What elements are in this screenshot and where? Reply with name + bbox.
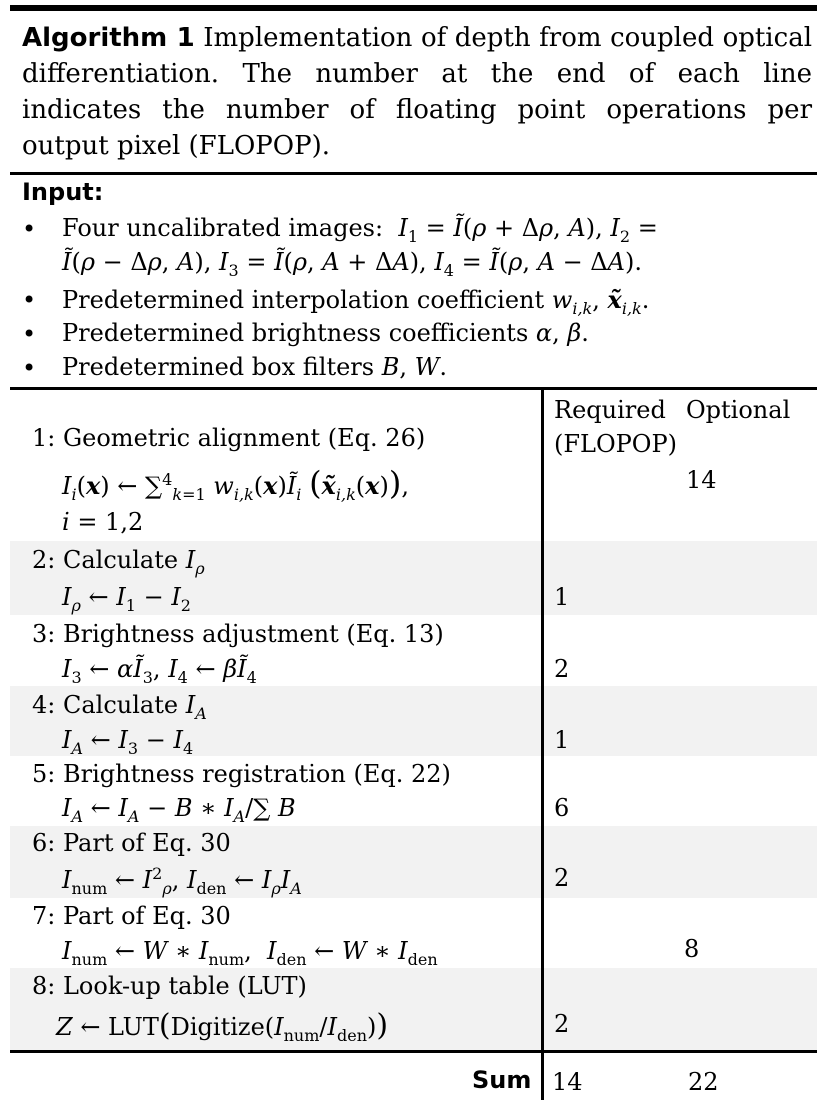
step-6-title: 6: Part of Eq. 30 [32,829,231,857]
input-bullet-1-cont: Ĩ(ρ − Δρ, A), $I_3$ = Ĩ(ρ, A + ΔA), $I_4$ = Ĩ(ρ, A − ΔA). [62,248,642,280]
bullet-dot: • [22,354,37,382]
input-bullet-2: Predetermined interpolation coefficient $w_{i,k}$, $x̃_{i,k}$. [62,285,650,318]
input-heading: Input: [22,178,104,206]
bullet-dot: • [22,286,37,314]
sum-required: 14 [552,1068,583,1096]
step-2-required: 1 [554,583,570,611]
step-3-required: 2 [554,655,570,683]
input-bullet-4: Predetermined box filters B, W. [62,353,447,381]
band-step-4-right [544,686,817,756]
step-1-equation: $I_i(x)$ ← ∑$^4_{k=1}$ $w_{i,k}(x)Ĩ_i$ $(x̃_{i,k}(x))$, [62,464,409,504]
caption-rule [10,172,817,175]
step-8-title: 8: Look-up table (LUT) [32,972,307,1000]
step-2-title: 2: Calculate $I_\rho$ [32,546,205,578]
bullet-dot: • [22,320,37,348]
band-step-2-right [544,541,817,615]
step-4-equation: $I_A$ ← $I_3 - I_4$ [62,726,194,758]
sum-label: Sum [472,1066,532,1094]
step-5-equation: $I_A$ ← $I_A - B$ ∗ $I_A/\sum$ B [62,794,296,826]
step-5-required: 6 [554,794,570,822]
top-rule [10,5,817,11]
step-8-required: 2 [554,1010,570,1038]
step-8-equation: Z ← $LUT(Digitize(I_{num}/I_{den}))$ [56,1008,389,1045]
step-1-optional: 14 [686,466,717,494]
step-5-title: 5: Brightness registration (Eq. 22) [32,760,451,788]
input-bullet-1: Four uncalibrated images: $I_1$ = Ĩ(ρ + Δρ, A), $I_2$ = [62,214,658,246]
band-step-8-right [544,968,817,1050]
step-1-index: i = 1,2 [62,508,144,536]
algorithm-caption [22,20,812,164]
band-step-6-right [544,826,817,898]
column-optional-header: Optional [686,396,791,424]
step-4-title: 4: Calculate $I_A$ [32,691,207,723]
sum-rule [10,1050,817,1053]
step-7-title: 7: Part of Eq. 30 [32,902,231,930]
sum-optional: 22 [688,1068,719,1096]
input-bullet-3: Predetermined brightness coefficients α, β. [62,319,589,347]
step-3-equation: $I_3$ ← $\alpha Ĩ_3$, $I_4$ ← $\beta Ĩ_4$ [62,655,257,687]
step-7-equation: $I_{num}$ ← W ∗ $I_{num}$, $I_{den}$ ← W ∗ $I_{den}$ [62,937,438,969]
step-7-optional: 8 [684,935,700,963]
step-2-equation: $I_\rho$ ← $I_1 - I_2$ [62,583,191,615]
caption-label: Algorithm 1 [22,23,195,53]
step-1-title: 1: Geometric alignment (Eq. 26) [32,424,426,452]
input-rule [10,387,817,390]
step-4-required: 1 [554,726,570,754]
bullet-dot: • [22,215,37,243]
step-6-equation: $I_{num}$ ← $I^2_\rho$, $I_{den}$ ← $I_\rho I_A$ [62,864,302,898]
column-required-header: Required [554,396,666,424]
step-3-title: 3: Brightness adjustment (Eq. 13) [32,620,444,648]
step-6-required: 2 [554,864,570,892]
caption-text: Implementation of depth from coupled optical differentiation. The number at the end of each line indicates the number of floating point operations per output pixel (FLOPOP). [22,23,813,161]
column-flopop-header: (FLOPOP) [554,430,677,458]
